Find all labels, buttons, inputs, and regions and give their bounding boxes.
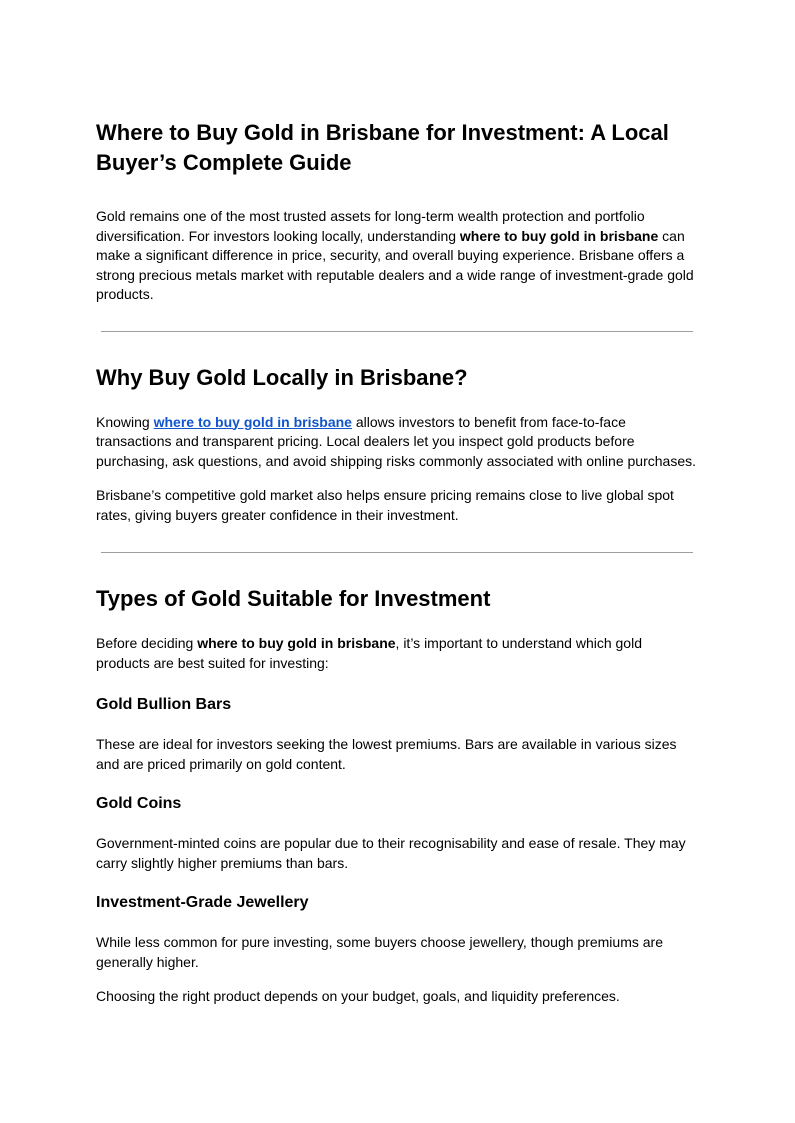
intro-text-before: Gold remains one of the most trusted assets for long-term wealth protection and portfolio diversification. For investors looking locally, understanding — [96, 208, 645, 244]
types-keyword: where to buy gold in brisbane — [197, 635, 396, 651]
local-paragraph-2: Brisbane’s competitive gold market also helps ensure pricing remains close to live global spot rates, giving buyers greater confidence in their investment. — [96, 487, 674, 523]
divider — [101, 331, 693, 332]
closing-paragraph: Choosing the right product depends on your budget, goals, and liquidity preferences. — [96, 988, 620, 1004]
jewellery-paragraph: While less common for pure investing, some buyers choose jewellery, though premiums are generally higher. — [96, 934, 663, 970]
intro-keyword: where to buy gold in brisbane — [459, 227, 659, 244]
intro-text-after: can make a significant difference in price, security, and overall buying experience. Brisbane offers a strong precious metals market with reputable dealers and a wide range of investment-grade gold products. — [96, 227, 694, 302]
divider — [101, 552, 693, 553]
where-to-buy-gold-link[interactable]: where to buy gold in brisbane — [153, 413, 352, 430]
local-paragraph-1 — [96, 413, 696, 472]
gold-coins-paragraph: Government-minted coins are popular due to their recognisability and ease of resale. They may carry slightly higher premiums than bars. — [96, 835, 686, 871]
subheading-bullion-bars: Gold Bullion Bars — [96, 696, 232, 713]
types-text-before: Before deciding — [96, 635, 198, 651]
types-intro-paragraph — [96, 634, 696, 673]
intro-paragraph — [96, 207, 696, 305]
section-heading-local: Why Buy Gold Locally in Brisbane? — [96, 364, 468, 390]
types-text-after: , it’s important to understand which gold products are best suited for investing: — [96, 635, 642, 671]
bullion-bars-paragraph: These are ideal for investors seeking the lowest premiums. Bars are available in various sizes and are priced primarily on gold content. — [96, 736, 677, 772]
page-title: Where to Buy Gold in Brisbane for Investment: A Local Buyer’s Complete Guide — [96, 120, 669, 175]
local-text-before: Knowing — [96, 413, 154, 430]
subheading-jewellery: Investment-Grade Jewellery — [96, 894, 309, 911]
local-text-after: allows investors to benefit from face-to-face transactions and transparent pricing. Local dealers let you inspect gold products before purchasing, ask questions, and avoid shipping risks commonly associated with online purchases. — [96, 413, 696, 469]
subheading-gold-coins: Gold Coins — [96, 795, 182, 812]
document-page — [96, 118, 696, 1007]
section-heading-types: Types of Gold Suitable for Investment — [96, 586, 491, 611]
